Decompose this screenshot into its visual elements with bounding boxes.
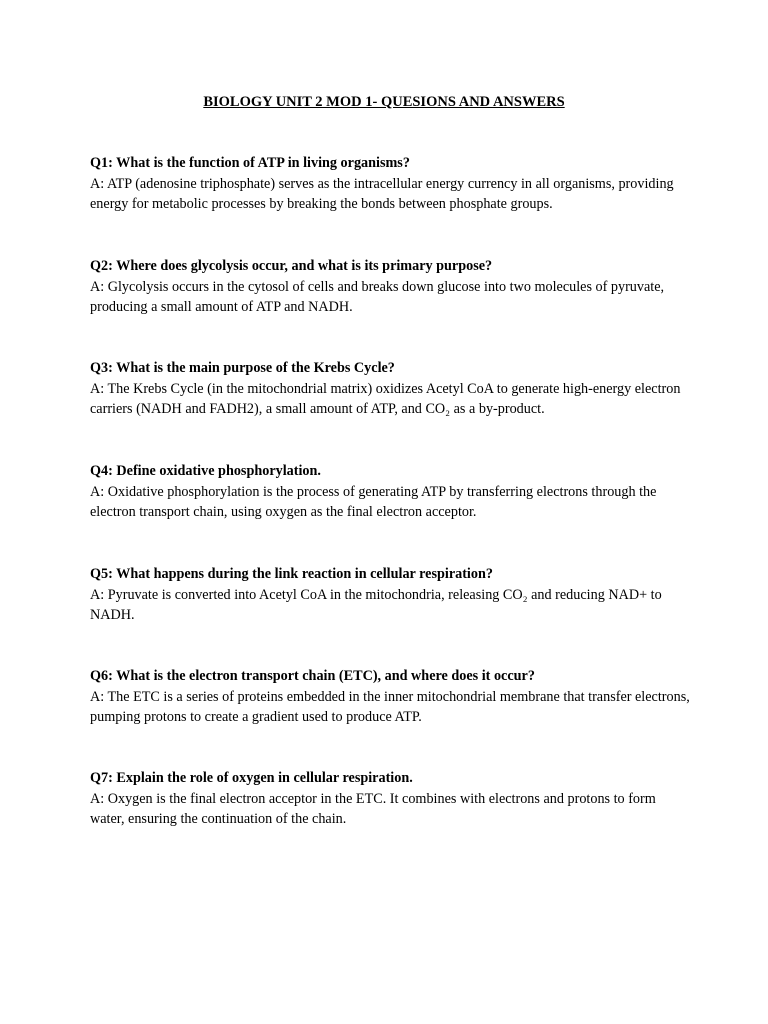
- question-6: Q6: What is the electron transport chain (ETC), and where does it occur?: [90, 668, 535, 684]
- answer-6: A: The ETC is a series of proteins embedded in the inner mitochondrial membrane that transfer electrons, pumping protons to create a gradient used to produce ATP.: [90, 688, 690, 726]
- qa-block-5: [90, 564, 690, 626]
- question-5: Q5: What happens during the link reaction in cellular respiration?: [90, 566, 493, 582]
- answer-5: A: Pyruvate is converted into Acetyl CoA in the mitochondria, releasing CO₂ and reducing NAD+ to NADH.: [90, 586, 662, 624]
- qa-block-1: [90, 153, 690, 215]
- document-title: BIOLOGY UNIT 2 MOD 1- QUESIONS AND ANSWERS: [203, 94, 565, 110]
- answer-1: A: ATP (adenosine triphosphate) serves as the intracellular energy currency in all organisms, providing energy for metabolic processes by breaking the bonds between phosphate groups.: [90, 175, 674, 213]
- qa-block-3: [90, 358, 690, 420]
- question-2: Q2: Where does glycolysis occur, and what is its primary purpose?: [90, 258, 493, 274]
- question-1: Q1: What is the function of ATP in living organisms?: [90, 155, 410, 171]
- question-7: Q7: Explain the role of oxygen in cellular respiration.: [90, 770, 413, 786]
- qa-block-4: [90, 461, 690, 523]
- question-3: Q3: What is the main purpose of the Krebs Cycle?: [90, 360, 395, 376]
- answer-7: A: Oxygen is the final electron acceptor in the ETC. It combines with electrons and protons to form water, ensuring the continuation of the chain.: [90, 790, 656, 828]
- qa-block-7: [90, 768, 690, 830]
- answer-2: A: Glycolysis occurs in the cytosol of cells and breaks down glucose into two molecules of pyruvate, producing a small amount of ATP and NADH.: [90, 278, 665, 316]
- qa-block-6: [90, 666, 690, 728]
- question-4: Q4: Define oxidative phosphorylation.: [90, 463, 321, 479]
- answer-3: A: The Krebs Cycle (in the mitochondrial matrix) oxidizes Acetyl CoA to generate high-energy electron carriers (NADH and FADH2), a small amount of ATP, and CO₂ as a by-product.: [90, 380, 681, 418]
- qa-block-2: [90, 256, 690, 318]
- answer-4: A: Oxidative phosphorylation is the process of generating ATP by transferring electrons through the electron transport chain, using oxygen as the final electron acceptor.: [90, 483, 657, 521]
